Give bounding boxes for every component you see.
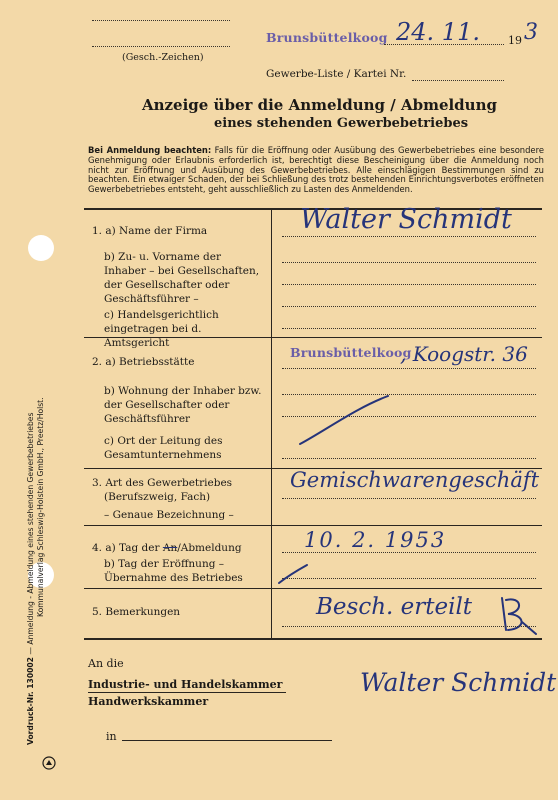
publisher-logo-icon bbox=[42, 756, 56, 770]
title-line-1: Anzeige über die Anmeldung / Abmeldung bbox=[142, 96, 497, 114]
punch-hole-top bbox=[28, 235, 54, 261]
date-handwritten: 24. 11. bbox=[396, 18, 480, 46]
s4-a-label-struck: An bbox=[162, 542, 178, 554]
place-stamp: Brunsbüttelkoog bbox=[266, 30, 388, 45]
s2-a-stamp: Brunsbüttelkoog bbox=[290, 345, 412, 360]
s2-a-line bbox=[282, 368, 536, 369]
s3-value: Gemischwarengeschäft bbox=[290, 468, 540, 492]
section-rule-4 bbox=[84, 588, 542, 589]
s4-strike-mark bbox=[276, 562, 310, 586]
s3-line bbox=[282, 498, 536, 499]
s5-label: 5. Bemerkungen bbox=[92, 606, 181, 618]
s5-line bbox=[282, 626, 536, 627]
s1-b-line-2 bbox=[282, 284, 536, 285]
s4-a-label-prefix: 4. a) Tag der bbox=[92, 542, 160, 554]
s1-a-line bbox=[282, 236, 536, 237]
register-label: Gewerbe-Liste / Kartei Nr. bbox=[266, 68, 407, 80]
side-print-line-2: Kommunalverlag Schleswig-Holstein GmbH., Preetz/Holst. bbox=[36, 397, 45, 617]
year-suffix: 3 bbox=[524, 20, 538, 45]
s2-c-label: c) Ort der Leitung des Gesamtunternehmens bbox=[104, 435, 223, 461]
notice-body: Falls für die Eröffnung oder Ausübung des Gewerbebetriebes eine besondere Genehmigung oder Erlaubnis erforderlich ist, berechtigt diese Bescheinigung über die Anmeldung noch nicht zur Eröffnung und Ausübung des Gewerbebetriebes. Alle einschlägigen Bestimmungen sind zu beachten. Ein etwaiger Schaden, der bei Schließung des trotz bestehenden Einrichtungsverbotes eröffneten Gewerbebetriebes entsteht, geht ausschließlich zu Lasten des Anmeldenden. bbox=[88, 145, 545, 195]
s4-a-label-suffix: /Abmeldung bbox=[177, 542, 242, 554]
ref-line-1 bbox=[92, 20, 230, 21]
s4-b-line bbox=[282, 578, 536, 579]
s1-a-value: Walter Schmidt bbox=[300, 204, 512, 235]
vertical-rule bbox=[271, 208, 272, 638]
side-print bbox=[26, 325, 46, 745]
s5-value: Besch. erteilt bbox=[316, 594, 473, 620]
s1-a-label: 1. a) Name der Firma bbox=[92, 225, 208, 237]
signature: Walter Schmidt bbox=[360, 668, 557, 697]
s2-strike-mark bbox=[296, 392, 392, 448]
form-number: Vordruck-Nr. 130002 bbox=[26, 657, 35, 745]
s1-c-line bbox=[282, 328, 536, 329]
date-line bbox=[384, 44, 504, 45]
ref-caption: (Gesch.-Zeichen) bbox=[122, 52, 204, 63]
s5-initials-mark bbox=[494, 592, 540, 636]
s2-a-label: 2. a) Betriebsstätte bbox=[92, 356, 195, 368]
s3-label-1: 3. Art des Gewerbetriebes bbox=[92, 477, 233, 489]
s4-a-line bbox=[282, 552, 536, 553]
s3-label-2: (Berufszweig, Fach) bbox=[104, 491, 211, 503]
s1-b-label: b) Zu- u. Vorname der Inhaber – bei Gesellschaften, der Gesellschafter oder Geschäftsführer – bbox=[104, 251, 260, 305]
s1-b-line-1 bbox=[282, 262, 536, 263]
to-label: An die bbox=[88, 657, 124, 670]
section-rule-5 bbox=[84, 638, 542, 640]
s4-b-label: b) Tag der Eröffnung – Übernahme des Betriebes bbox=[104, 558, 243, 584]
section-rule-3 bbox=[84, 525, 542, 526]
title-line-2: eines stehenden Gewerbebetriebes bbox=[214, 116, 469, 131]
year-prefix: 19 bbox=[508, 34, 522, 47]
notice-lead: Bei Anmeldung beachten: bbox=[88, 145, 212, 155]
side-print-line-1: — Anmeldung - Abmeldung eines stehenden Gewerbebetriebes bbox=[26, 412, 35, 655]
register-line bbox=[412, 80, 504, 81]
chamber-ihk-underline bbox=[88, 692, 286, 693]
s3-label-3: – Genaue Bezeichnung – bbox=[104, 509, 234, 521]
s1-b-line-3 bbox=[282, 306, 536, 307]
chamber-hwk: Handwerkskammer bbox=[88, 695, 209, 708]
s1-c-label: c) Handelsgerichtlich eingetragen bei d. Amtsgericht bbox=[104, 309, 219, 349]
in-line bbox=[122, 740, 332, 741]
in-label: in bbox=[106, 730, 117, 743]
s4-a-label bbox=[92, 541, 242, 555]
s2-b-label: b) Wohnung der Inhaber bzw. der Gesellschafter oder Geschäftsführer bbox=[104, 385, 262, 425]
notice-text bbox=[88, 146, 544, 195]
ref-line-2 bbox=[92, 46, 230, 47]
s2-c-line bbox=[282, 458, 536, 459]
s4-a-value: 10. 2. 1953 bbox=[304, 528, 447, 552]
s2-a-value: , Koogstr. 36 bbox=[400, 342, 528, 366]
chamber-ihk: Industrie- und Handelskammer bbox=[88, 678, 283, 691]
